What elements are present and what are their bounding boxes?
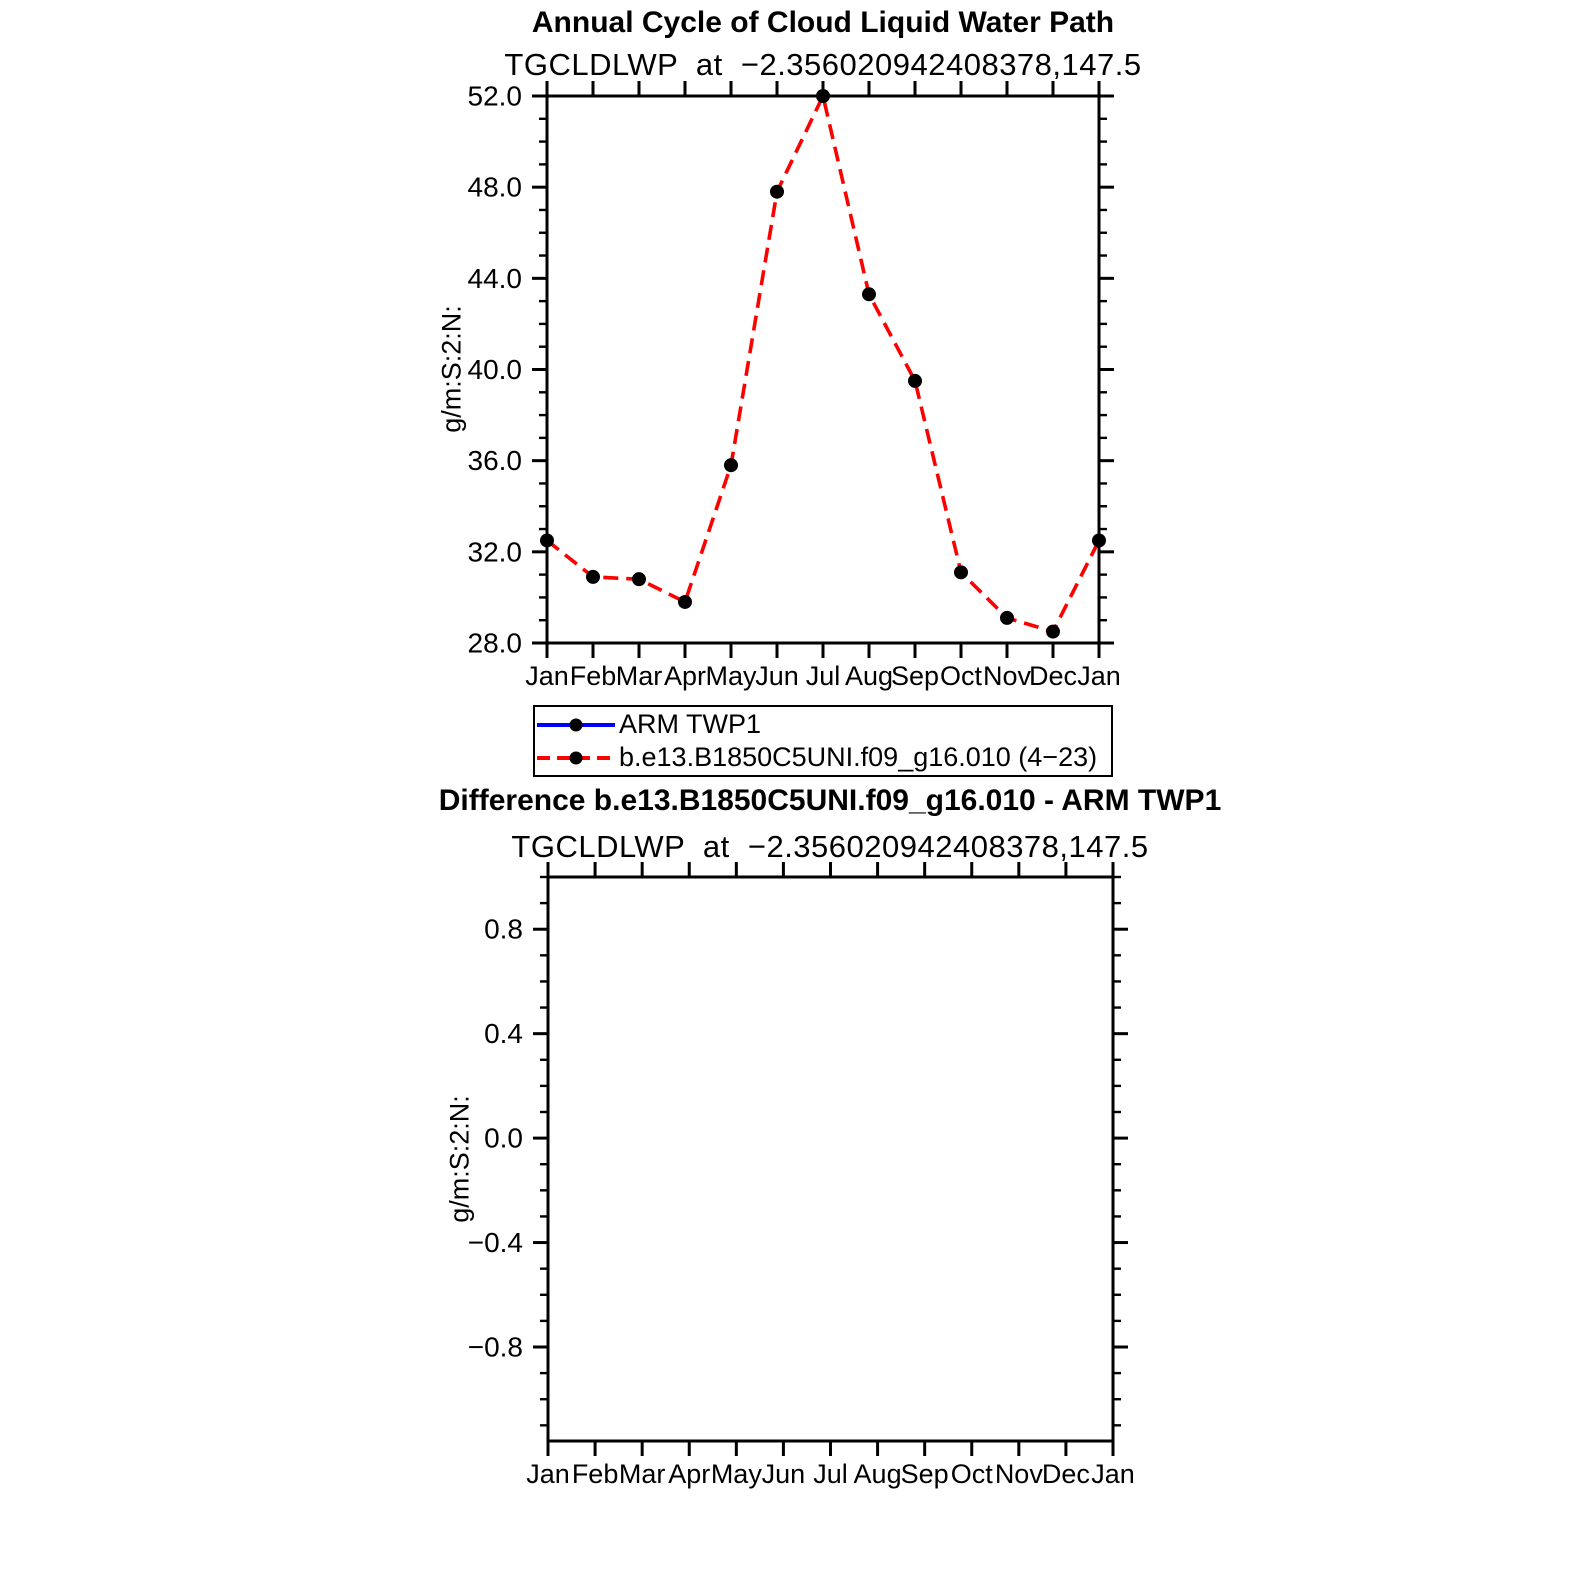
svg-text:Jun: Jun bbox=[755, 661, 799, 691]
svg-text:Jan: Jan bbox=[526, 1459, 570, 1489]
bottom-chart-y-axis-label: g/m:S:2:N: bbox=[444, 1095, 475, 1223]
svg-text:Feb: Feb bbox=[569, 661, 617, 691]
top-chart-subtitle: TGCLDLWP at −2.356020942408378,147.5 bbox=[504, 47, 1142, 82]
legend-item-model-run bbox=[535, 742, 1111, 773]
svg-text:−0.4: −0.4 bbox=[467, 1227, 523, 1259]
top-chart-axes bbox=[532, 81, 1114, 658]
legend-item-arm-twp1 bbox=[535, 709, 1111, 740]
svg-text:40.0: 40.0 bbox=[467, 354, 522, 385]
svg-text:−0.8: −0.8 bbox=[467, 1331, 523, 1363]
bottom-chart-axes bbox=[533, 862, 1128, 1456]
svg-text:32.0: 32.0 bbox=[467, 536, 522, 568]
svg-text:Jun: Jun bbox=[761, 1459, 806, 1489]
bottom-chart-subtitle: TGCLDLWP at −2.356020942408378,147.5 bbox=[511, 829, 1149, 864]
legend-label: b.e13.B1850C5UNI.f09_g16.010 (4−23) bbox=[619, 742, 1098, 772]
svg-text:Oct: Oct bbox=[939, 661, 983, 691]
svg-text:Oct: Oct bbox=[950, 1459, 993, 1489]
legend-line-sample-solid bbox=[535, 716, 617, 734]
svg-text:May: May bbox=[710, 1459, 762, 1489]
svg-text:Jul: Jul bbox=[813, 1459, 848, 1489]
top-chart-tick-labels bbox=[468, 81, 1121, 692]
legend bbox=[533, 705, 1113, 777]
legend-line-sample-dashed bbox=[535, 749, 617, 767]
svg-text:36.0: 36.0 bbox=[467, 445, 522, 477]
svg-text:0.0: 0.0 bbox=[484, 1122, 523, 1154]
svg-text:52.0: 52.0 bbox=[467, 80, 522, 112]
svg-text:Nov: Nov bbox=[982, 661, 1032, 691]
svg-text:Mar: Mar bbox=[618, 1459, 666, 1489]
svg-text:Jan: Jan bbox=[1077, 661, 1121, 691]
top-chart-title: Annual Cycle of Cloud Liquid Water Path bbox=[531, 6, 1115, 39]
top-chart-series-line bbox=[547, 96, 1099, 632]
top-chart-y-axis-label: g/m:S:2:N: bbox=[436, 305, 467, 433]
svg-text:44.0: 44.0 bbox=[467, 262, 522, 294]
svg-text:Nov: Nov bbox=[994, 1459, 1043, 1489]
svg-text:Apr: Apr bbox=[668, 1459, 711, 1489]
bottom-chart-tick-labels bbox=[468, 914, 1135, 1489]
legend-label: ARM TWP1 bbox=[619, 709, 762, 739]
bottom-chart-title: Difference b.e13.B1850C5UNI.f09_g16.010 - ARM TWP1 bbox=[438, 784, 1222, 817]
svg-text:Aug: Aug bbox=[844, 661, 894, 691]
svg-text:Mar: Mar bbox=[615, 661, 663, 691]
svg-text:Jan: Jan bbox=[525, 661, 569, 691]
svg-text:28.0: 28.0 bbox=[467, 627, 522, 659]
svg-text:Apr: Apr bbox=[663, 661, 707, 691]
svg-text:Dec: Dec bbox=[1028, 661, 1078, 691]
svg-text:Sep: Sep bbox=[890, 661, 940, 691]
svg-text:Sep: Sep bbox=[900, 1459, 949, 1489]
svg-text:Feb: Feb bbox=[571, 1459, 619, 1489]
svg-text:0.8: 0.8 bbox=[484, 913, 523, 945]
svg-text:48.0: 48.0 bbox=[467, 171, 522, 203]
svg-text:Jul: Jul bbox=[805, 661, 841, 691]
svg-text:Aug: Aug bbox=[853, 1459, 902, 1489]
top-chart-series-markers bbox=[540, 89, 1106, 639]
svg-text:Dec: Dec bbox=[1041, 1459, 1090, 1489]
svg-text:0.4: 0.4 bbox=[484, 1018, 523, 1050]
svg-text:May: May bbox=[705, 661, 757, 691]
svg-text:Jan: Jan bbox=[1091, 1459, 1135, 1489]
